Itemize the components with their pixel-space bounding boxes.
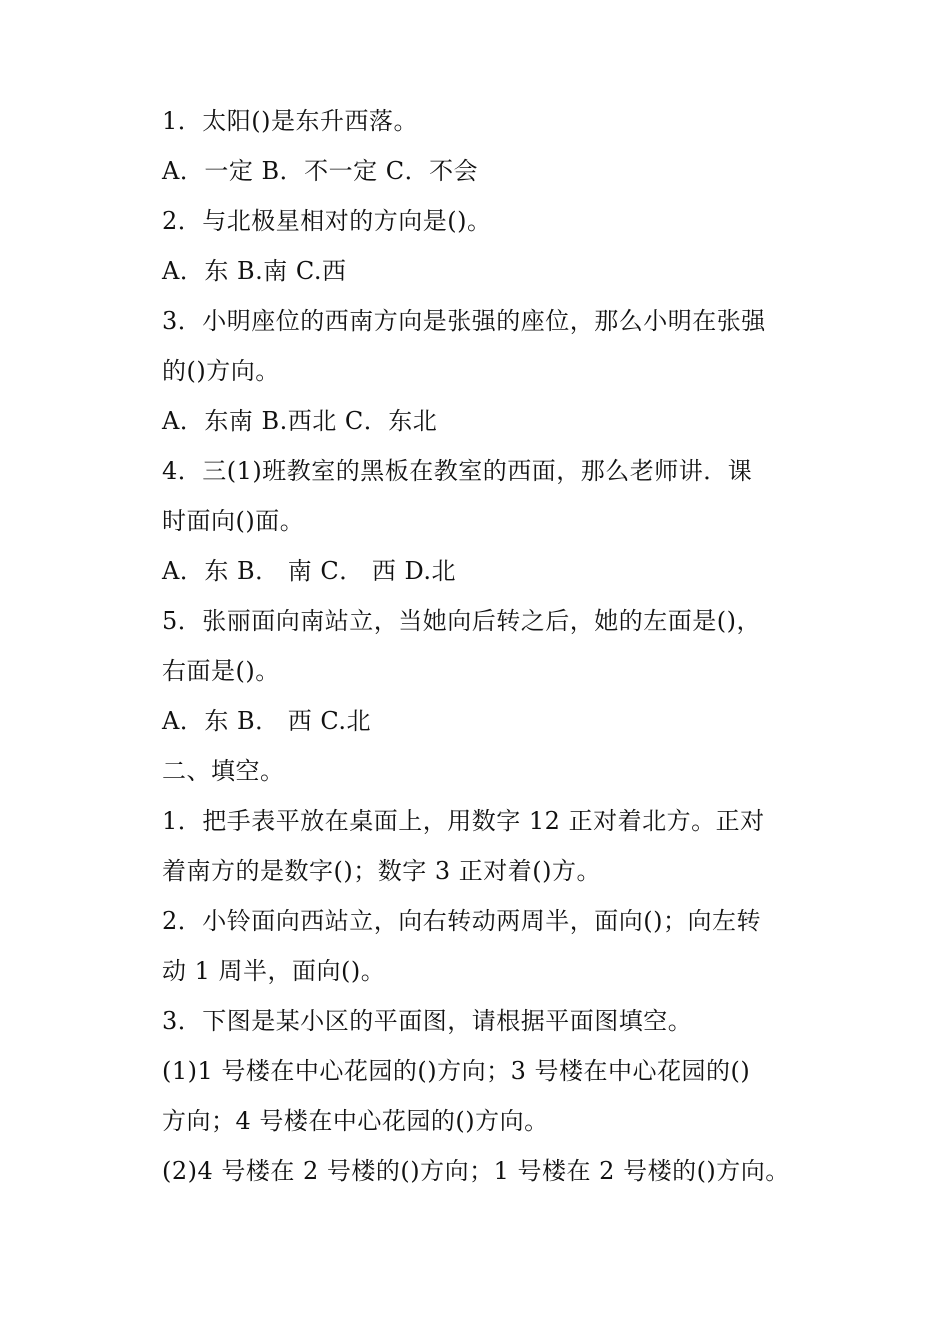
document-body	[162, 96, 802, 1196]
fill-question-3: 3．下图是某小区的平面图，请根据平面图填空。	[162, 1007, 693, 1035]
fill-question-1-line-1: 1．把手表平放在桌面上，用数字 12 正对着北方。正对	[162, 807, 765, 835]
question-5-options: A．东 B． 西 C.北	[162, 707, 371, 735]
section-heading-fill-in: 二、填空。	[162, 757, 285, 785]
question-1: 1．太阳()是东升西落。	[162, 107, 418, 135]
question-4-line-2: 时面向()面。	[162, 507, 305, 535]
question-3-line-1: 3．小明座位的西南方向是张强的座位，那么小明在张强	[162, 307, 766, 335]
question-1-options: A．一定 B．不一定 C．不会	[162, 157, 479, 185]
fill-question-1-line-2: 着南方的是数字()；数字 3 正对着()方。	[162, 857, 601, 885]
fill-question-2-line-2: 动 1 周半，面向()。	[162, 957, 386, 985]
fill-question-3-part-1-line-1: (1)1 号楼在中心花园的()方向；3 号楼在中心花园的()	[162, 1057, 751, 1085]
question-2-options: A．东 B.南 C.西	[162, 257, 347, 285]
question-3-line-2: 的()方向。	[162, 357, 280, 385]
fill-question-3-part-1-line-2: 方向；4 号楼在中心花园的()方向。	[162, 1107, 549, 1135]
question-3-options: A．东南 B.西北 C．东北	[162, 407, 438, 435]
question-4-line-1: 4．三(1)班教室的黑板在教室的西面，那么老师讲．课	[162, 457, 753, 485]
question-5-line-2: 右面是()。	[162, 657, 280, 685]
question-4-options: A．东 B． 南 C． 西 D.北	[162, 557, 456, 585]
question-5-line-1: 5．张丽面向南站立，当她向后转之后，她的左面是()，	[162, 607, 761, 635]
fill-question-3-part-2: (2)4 号楼在 2 号楼的()方向；1 号楼在 2 号楼的()方向。	[162, 1157, 790, 1185]
fill-question-2-line-1: 2．小铃面向西站立，向右转动两周半，面向()；向左转	[162, 907, 761, 935]
question-2: 2．与北极星相对的方向是()。	[162, 207, 492, 235]
